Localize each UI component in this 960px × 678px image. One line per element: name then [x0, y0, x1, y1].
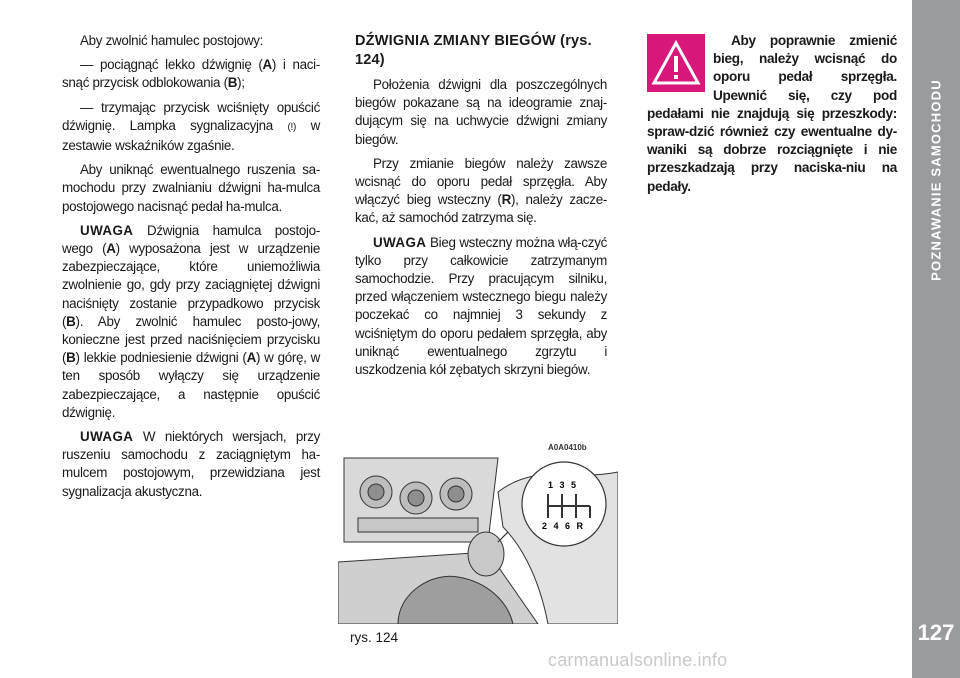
paragraph: Przy zmianie biegów należy zawsze wcisnąć do oporu pedał sprzęgła. Aby włączyć bieg wsteczny (R), należy zacze-kać, aż samochód zatrzyma się.	[355, 155, 608, 226]
warning-box	[647, 32, 897, 202]
warning-text: Aby poprawnie zmienić bieg, należy wcisnąć do oporu pedał sprzęgła. Upewnić się, czy pod pedałami nie znajdują się przeszkody: spraw-dzić również czy ewentualne dy-waniki są dobrze rozciągnięte i nie przeszkadzają przy naciska-niu na pedały.	[647, 33, 897, 194]
chapter-title: POZNAWANIE SAMOCHODU	[928, 79, 944, 281]
paragraph: Aby uniknąć ewentualnego ruszenia sa-mochodu przy zwalnianiu dźwigni ha-mulca postojowego nacisnąć pedał ha-mulca.	[62, 162, 320, 214]
gear-pattern-bottom: 2 4 6 R	[542, 521, 586, 531]
paragraph: UWAGA W niektórych wersjach, przy ruszeniu samochodu z zaciągniętym ha-mulcem postojowym, przewidziana jest sygnalizacja akustyczna.	[62, 429, 320, 499]
paragraph: Położenia dźwigni dla poszczególnych biegów pokazane są na ideogramie znaj-dującym się na uchwycie dźwigni zmiany biegów.	[355, 77, 607, 147]
paragraph: — trzymając przycisk wciśnięty opuścić dźwignię. Lampka sygnalizacyjna (!) w zestawie wskaźników zgaśnie.	[62, 99, 320, 154]
brake-warning-icon: (!)	[287, 121, 297, 133]
column-left	[62, 32, 320, 507]
watermark: carmanualsonline.info	[548, 650, 728, 670]
chapter-sidebar	[912, 0, 960, 678]
figure-code: A0A0410b	[548, 443, 587, 452]
figure-caption: rys. 124	[350, 630, 399, 645]
section-heading: DŹWIGNIA ZMIANY BIEGÓW (rys. 124)	[355, 33, 592, 68]
gear-lever-illustration	[338, 452, 618, 624]
page-number: 127	[917, 620, 955, 645]
warning-triangle-icon	[647, 34, 705, 92]
column-middle	[355, 32, 607, 385]
paragraph: UWAGA Dźwignia hamulca postojo-wego (A) wyposażona jest w urządzenie zabezpieczające, które uniemożliwia zwolnienie go, gdy przy zaciągniętej dźwigni naciśnięty zostanie przypadkowo przycisk (B). Aby zwolnić hamulec posto-jowy, konieczne jest przed naciśnięciem przycisku (B) lekkie podniesienie dźwigni (A) w górę, w ten sposób wyłączy się urządzenie zabezpieczające, a następnie opuścić dźwignię.	[62, 222, 320, 420]
gear-pattern-top: 1 3 5	[548, 480, 579, 490]
paragraph: UWAGA Bieg wsteczny można włą-czyć tylko przy całkowicie zatrzymanym samochodzie. Przy pracującym silniku, przed włączeniem wstecznego biegu należy poczekać co najmniej 3 sekundy z wciśniętym do oporu pedałem sprzęgła, aby uniknąć ewentualnego zgrzytu i uszkodzenia kół zębatych skrzyni biegów.	[355, 234, 607, 378]
paragraph: — pociągnąć lekko dźwignię (A) i naci-snąć przycisk odblokowania (B);	[62, 57, 320, 91]
paragraph: Aby zwolnić hamulec postojowy:	[80, 33, 264, 48]
